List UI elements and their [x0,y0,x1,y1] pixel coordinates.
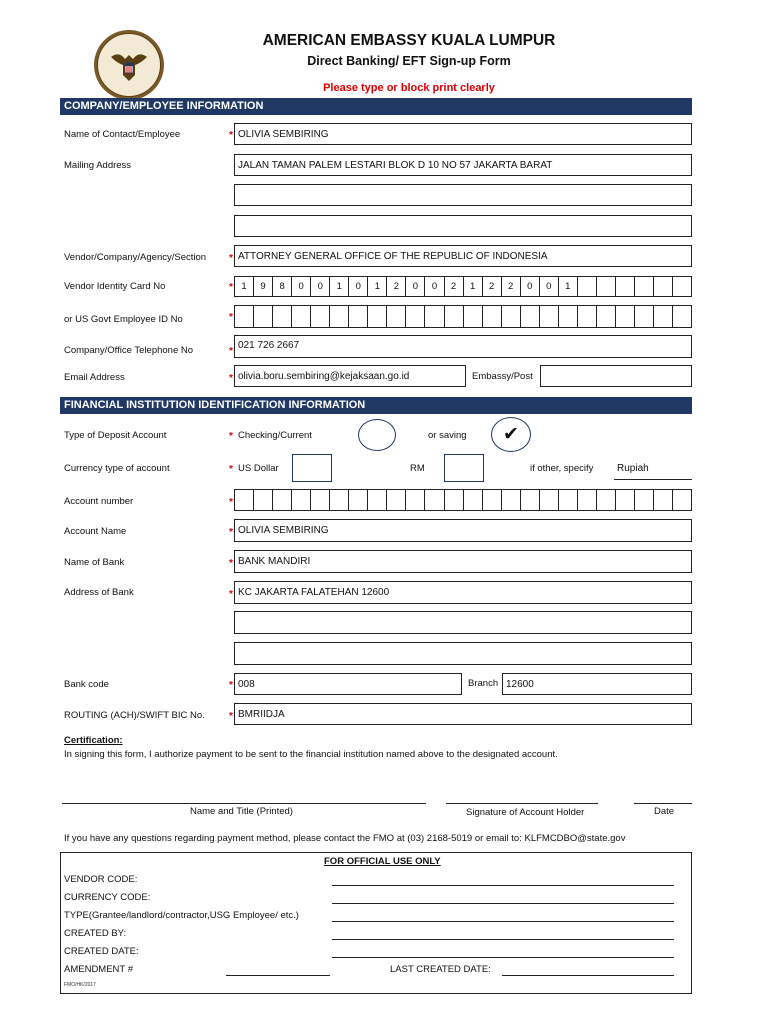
account-number-digit-cell[interactable] [406,490,425,510]
created-by-label: CREATED BY: [64,928,127,939]
id-card-digit-cell[interactable]: 2 [387,277,406,296]
id-card-digit-cell[interactable]: 0 [521,277,540,296]
form-title: AMERICAN EMBASSY KUALA LUMPUR [262,32,556,49]
phone-field[interactable]: 021 726 2667 [234,335,692,358]
us-id-digit-cell[interactable] [368,306,387,327]
last-created-date-label: LAST CREATED DATE: [390,964,491,975]
contact-note: If you have any questions regarding payment method, please contact the FMO at (03) 2168-5019 or email to: KLFMCDBO@state.gov [64,833,626,844]
usd-label: US Dollar [238,463,279,474]
official-use-heading: FOR OFFICIAL USE ONLY [324,856,441,867]
embassy-post-label: Embassy/Post [472,371,533,382]
account-number-digit-cell[interactable] [502,490,521,510]
us-id-digit-cell[interactable] [597,306,616,327]
mailing-address-line3[interactable] [234,215,692,237]
mailing-address-label: Mailing Address [64,160,132,171]
required-mark: * [229,497,233,508]
amendment-label: AMENDMENT # [64,964,133,975]
saving-radio-checked[interactable] [491,417,531,452]
id-card-digit-cell[interactable] [635,277,654,296]
phone-label: Company/Office Telephone No [64,345,194,356]
email-field[interactable]: olivia.boru.sembiring@kejaksaan.go.id [234,365,466,387]
account-number-digit-cell[interactable] [292,490,311,510]
required-mark: * [229,680,233,691]
id-card-digit-cell[interactable] [597,277,616,296]
account-number-digit-cell[interactable] [616,490,635,510]
form-code: FMO/HK/2017 [64,982,96,988]
id-card-digit-cell[interactable]: 1 [235,277,254,296]
account-number-digit-cell[interactable] [254,490,273,510]
vendor-field[interactable]: ATTORNEY GENERAL OFFICE OF THE REPUBLIC OF INDONESIA [234,245,692,267]
id-card-digit-cell[interactable] [654,277,673,296]
account-number-digit-cell[interactable] [235,490,254,510]
us-id-digit-cell[interactable] [635,306,654,327]
us-id-digit-cell[interactable] [349,306,368,327]
id-card-digit-cell[interactable]: 0 [540,277,559,296]
id-card-digit-cell[interactable] [578,277,597,296]
us-id-digit-cell[interactable] [406,306,425,327]
amendment-line[interactable] [226,975,330,976]
id-card-digit-cell[interactable]: 0 [292,277,311,296]
us-id-digit-cell[interactable] [254,306,273,327]
last-created-date-line[interactable] [502,975,674,976]
id-card-digit-cell[interactable] [673,277,691,296]
us-id-digit-cell[interactable] [330,306,349,327]
type-line[interactable] [332,921,674,922]
id-card-digit-cell[interactable]: 2 [502,277,521,296]
email-label: Email Address [64,372,125,383]
required-mark: * [229,527,233,538]
currency-code-label: CURRENCY CODE: [64,892,151,903]
id-card-digit-cell[interactable]: 2 [483,277,502,296]
account-number-digit-cell[interactable] [635,490,654,510]
required-mark: * [229,589,233,600]
bank-address-line1[interactable]: KC JAKARTA FALATEHAN 12600 [234,581,692,604]
us-id-digit-cell[interactable] [445,306,464,327]
us-id-digit-cell[interactable] [654,306,673,327]
us-id-digit-cell[interactable] [387,306,406,327]
account-number-digit-cell[interactable] [597,490,616,510]
section-financial-heading: FINANCIAL INSTITUTION IDENTIFICATION INFORMATION [60,397,692,414]
official-use-box [60,852,692,994]
print-instruction: Please type or block print clearly [323,82,495,94]
account-number-digit-cell[interactable] [654,490,673,510]
account-name-label: Account Name [64,526,127,537]
us-id-digit-cell[interactable] [235,306,254,327]
account-number-digit-boxes[interactable] [234,489,692,511]
mailing-address-line1[interactable]: JALAN TAMAN PALEM LESTARI BLOK D 10 NO 57 JAKARTA BARAT [234,154,692,176]
branch-field[interactable]: 12600 [502,673,692,695]
name-title-line[interactable] [62,803,426,804]
account-number-digit-cell[interactable] [330,490,349,510]
name-title-label: Name and Title (Printed) [190,806,293,817]
required-mark: * [229,312,233,323]
id-card-label: Vendor Identity Card No [64,281,166,292]
account-number-digit-cell[interactable] [368,490,387,510]
account-number-digit-cell[interactable] [578,490,597,510]
required-mark: * [229,253,233,264]
signature-line[interactable] [446,803,598,804]
mailing-address-line2[interactable] [234,184,692,206]
created-date-label: CREATED DATE: [64,946,139,957]
id-card-digit-cell[interactable]: 2 [445,277,464,296]
required-mark: * [229,373,233,384]
contact-label: Name of Contact/Employee [64,129,181,140]
bank-address-line2[interactable] [234,611,692,634]
account-number-digit-cell[interactable] [540,490,559,510]
created-by-line[interactable] [332,939,674,940]
us-id-digit-cell[interactable] [464,306,483,327]
us-id-digit-cell[interactable] [673,306,691,327]
saving-label: or saving [428,430,467,441]
account-number-digit-cell[interactable] [425,490,444,510]
routing-field[interactable]: BMRIIDJA [234,703,692,725]
us-id-digit-cell[interactable] [540,306,559,327]
us-id-digit-cell[interactable] [311,306,330,327]
deposit-type-label: Type of Deposit Account [64,430,167,441]
account-number-label: Account number [64,496,134,507]
id-card-digit-cell[interactable]: 0 [425,277,444,296]
id-card-digit-cell[interactable] [616,277,635,296]
currency-code-line[interactable] [332,903,674,904]
id-card-digit-cell[interactable]: 0 [311,277,330,296]
id-card-digit-cell[interactable]: 1 [559,277,578,296]
check-mark-icon: ✔ [503,424,519,445]
form-subtitle: Direct Banking/ EFT Sign-up Form [307,54,511,68]
required-mark: * [229,431,233,442]
id-card-digit-cell[interactable]: 8 [273,277,292,296]
id-card-digit-boxes[interactable] [234,276,692,297]
us-id-digit-cell[interactable] [273,306,292,327]
vendor-code-label: VENDOR CODE: [64,874,138,885]
required-mark: * [229,130,233,141]
bank-address-label: Address of Bank [64,587,134,598]
usd-checkbox[interactable] [292,454,332,482]
us-id-digit-cell[interactable] [425,306,444,327]
us-id-digit-cell[interactable] [292,306,311,327]
vendor-label: Vendor/Company/Agency/Section [64,252,207,263]
bank-code-label: Bank code [64,679,109,690]
date-line[interactable] [634,803,692,804]
account-number-digit-cell[interactable] [559,490,578,510]
checking-radio[interactable] [358,419,396,451]
certification-heading: Certification: [64,735,123,746]
account-number-digit-cell[interactable] [387,490,406,510]
branch-label: Branch [468,678,499,689]
us-id-digit-cell[interactable] [521,306,540,327]
id-card-digit-cell[interactable]: 9 [254,277,273,296]
bank-address-line3[interactable] [234,642,692,665]
required-mark: * [229,346,233,357]
account-number-digit-cell[interactable] [464,490,483,510]
required-mark: * [229,558,233,569]
us-id-digit-cell[interactable] [483,306,502,327]
account-number-digit-cell[interactable] [521,490,540,510]
id-card-digit-cell[interactable]: 1 [330,277,349,296]
required-mark: * [229,282,233,293]
id-card-digit-cell[interactable]: 1 [368,277,387,296]
account-number-digit-cell[interactable] [483,490,502,510]
required-mark: * [229,464,233,475]
rm-label: RM [410,463,425,474]
routing-label: ROUTING (ACH)/SWIFT BIC No. [64,710,205,721]
vendor-code-line[interactable] [332,885,674,886]
account-name-field[interactable]: OLIVIA SEMBIRING [234,519,692,542]
bank-name-label: Name of Bank [64,557,125,568]
bank-code-field[interactable]: 008 [234,673,462,695]
us-id-digit-cell[interactable] [559,306,578,327]
account-number-digit-cell[interactable] [445,490,464,510]
required-mark: * [229,711,233,722]
currency-type-label: Currency type of account [64,463,170,474]
certification-text: In signing this form, I authorize payment to be sent to the financial institution named above to the designated account. [64,749,558,760]
other-currency-field[interactable]: Rupiah [614,463,692,480]
rm-checkbox[interactable] [444,454,484,482]
date-label: Date [654,806,675,817]
bank-name-field[interactable]: BANK MANDIRI [234,550,692,573]
id-card-digit-cell[interactable]: 1 [464,277,483,296]
account-number-digit-cell[interactable] [311,490,330,510]
us-id-digit-cell[interactable] [616,306,635,327]
account-number-digit-cell[interactable] [349,490,368,510]
checking-label: Checking/Current [238,430,312,441]
signature-label: Signature of Account Holder [466,807,585,818]
id-card-digit-cell[interactable]: 0 [349,277,368,296]
us-id-digit-boxes[interactable] [234,305,692,328]
us-id-digit-cell[interactable] [578,306,597,327]
other-currency-label: if other, specify [530,463,594,474]
embassy-post-field[interactable] [540,365,692,387]
section-company-heading: COMPANY/EMPLOYEE INFORMATION [60,98,692,115]
account-number-digit-cell[interactable] [673,490,691,510]
us-id-digit-cell[interactable] [502,306,521,327]
id-card-digit-cell[interactable]: 0 [406,277,425,296]
created-date-line[interactable] [332,957,674,958]
type-label: TYPE(Grantee/landlord/contractor,USG Employee/ etc.) [64,910,299,921]
contact-name-field[interactable]: OLIVIA SEMBIRING [234,123,692,145]
account-number-digit-cell[interactable] [273,490,292,510]
us-id-label: or US Govt Employee ID No [64,314,183,325]
